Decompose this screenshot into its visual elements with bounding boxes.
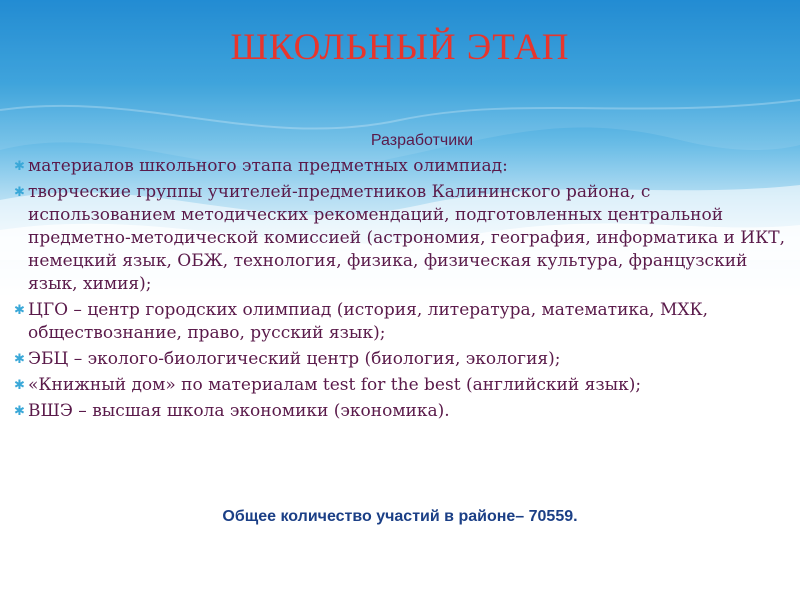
asterisk-bullet-icon: ✱: [14, 303, 25, 318]
asterisk-bullet-icon: ✱: [14, 404, 25, 419]
list-item: [14, 181, 790, 296]
list-item-text: ВШЭ – высшая школа экономики (экономика).: [28, 401, 450, 421]
list-item-text: материалов школьного этапа предметных олимпиад:: [28, 156, 508, 176]
list-item: [14, 400, 790, 423]
list-item: [14, 299, 790, 345]
asterisk-bullet-icon: ✱: [14, 378, 25, 393]
slide-content: [14, 132, 790, 426]
list-item-text: «Книжный дом» по материалам test for the best (английский язык);: [28, 375, 642, 395]
list-item: [14, 374, 790, 397]
bullet-list: [14, 155, 790, 423]
subheading: Разработчики: [370, 132, 474, 149]
list-item: [14, 348, 790, 371]
slide-title: ШКОЛЬНЫЙ ЭТАП: [230, 27, 570, 68]
list-item-text: ЭБЦ – эколого-биологический центр (биология, экология);: [28, 349, 561, 369]
asterisk-bullet-icon: ✱: [14, 159, 25, 174]
list-item-text: ЦГО – центр городских олимпиад (история, литература, математика, МХК, обществознание, право, русский язык);: [28, 300, 709, 343]
asterisk-bullet-icon: ✱: [14, 185, 25, 200]
asterisk-bullet-icon: ✱: [14, 352, 25, 367]
list-item-text: творческие группы учителей-предметников Калининского района, с использованием методических рекомендаций, подготовленных центральной предметно-методической комиссией (астрономия, география, информатика и ИКТ, немецкий язык, ОБЖ, технология, физика, физическая культура, французский язык, химия);: [28, 182, 786, 294]
list-item: [14, 155, 790, 178]
total-participation: Общее количество участий в районе– 70559.: [222, 508, 578, 525]
